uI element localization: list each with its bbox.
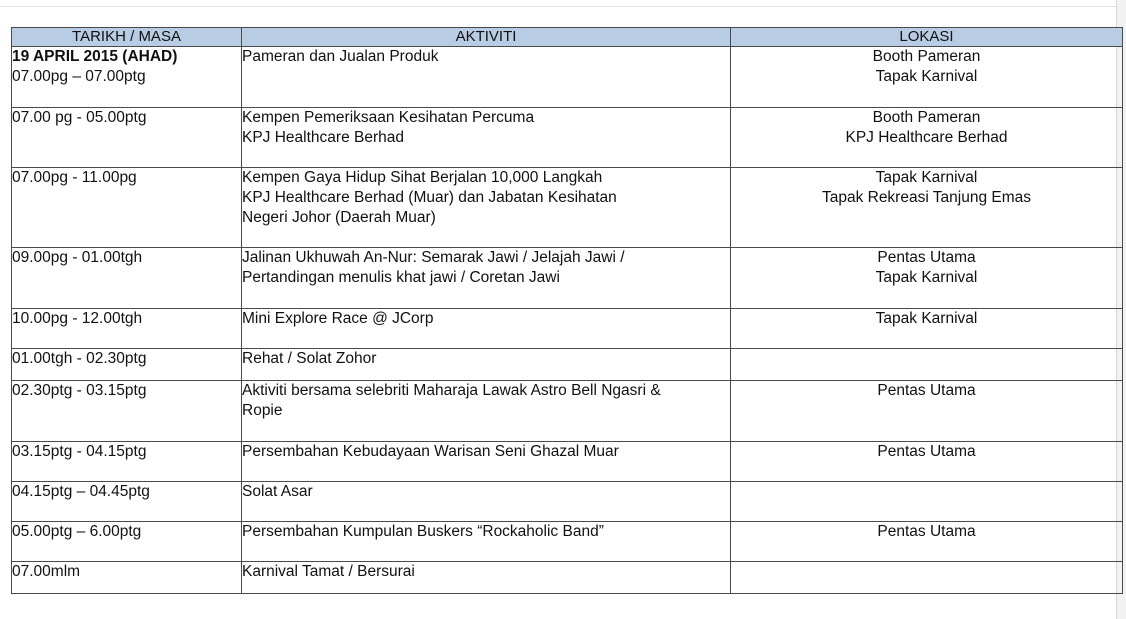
activity-line: Mini Explore Race @ JCorp — [242, 310, 434, 327]
location-cell — [731, 522, 1123, 562]
location-cell — [731, 442, 1123, 482]
location-line: Tapak Rekreasi Tanjung Emas — [821, 189, 1032, 206]
location-cell — [731, 482, 1123, 522]
table-row — [12, 248, 1123, 309]
activity-line: KPJ Healthcare Berhad — [242, 129, 404, 146]
table-row — [12, 442, 1123, 482]
time-cell — [12, 108, 242, 168]
activity-line: Kempen Gaya Hidup Sihat Berjalan 10,000 Langkah — [242, 169, 603, 186]
table-row — [12, 562, 1123, 594]
time-range: 09.00pg - 01.00tgh — [12, 249, 143, 266]
time-range: 01.00tgh - 02.30ptg — [12, 350, 147, 367]
location-cell — [731, 248, 1123, 309]
location-line: Tapak Karnival — [875, 169, 978, 186]
time-cell — [12, 482, 242, 522]
activity-line: KPJ Healthcare Berhad (Muar) dan Jabatan Kesihatan — [242, 189, 617, 206]
location-line: Tapak Karnival — [875, 269, 978, 286]
event-date: 19 APRIL 2015 (AHAD) — [12, 48, 178, 65]
table-row — [12, 522, 1123, 562]
location-cell — [731, 47, 1123, 108]
time-cell — [12, 381, 242, 442]
time-cell — [12, 442, 242, 482]
time-range: 07.00mlm — [12, 563, 81, 580]
header-activity: AKTIVITI — [242, 28, 731, 47]
location-cell — [731, 562, 1123, 594]
time-cell — [12, 562, 242, 594]
activity-cell — [242, 442, 731, 482]
activity-line: Pertandingan menulis khat jawi / Coretan Jawi — [242, 269, 560, 286]
activity-cell — [242, 168, 731, 248]
table-row — [12, 47, 1123, 108]
location-cell — [731, 349, 1123, 381]
time-range: 03.15ptg - 04.15ptg — [12, 443, 147, 460]
activity-line: Negeri Johor (Daerah Muar) — [242, 209, 436, 226]
activity-line: Jalinan Ukhuwah An-Nur: Semarak Jawi / Jelajah Jawi / — [242, 249, 625, 266]
schedule-table — [11, 27, 1123, 594]
header-row — [12, 28, 1123, 47]
time-cell — [12, 248, 242, 309]
activity-cell — [242, 47, 731, 108]
time-range: 04.15ptg – 04.45ptg — [12, 483, 150, 500]
activity-cell — [242, 248, 731, 309]
location-line: Booth Pameran — [872, 109, 981, 126]
activity-cell — [242, 522, 731, 562]
activity-cell — [242, 349, 731, 381]
time-range: 05.00ptg – 6.00ptg — [12, 523, 142, 540]
table-row — [12, 309, 1123, 349]
table-row — [12, 168, 1123, 248]
location-line: Pentas Utama — [877, 443, 976, 460]
time-range: 02.30ptg - 03.15ptg — [12, 382, 147, 399]
top-divider — [0, 6, 1116, 7]
time-range: 07.00pg – 07.00ptg — [12, 68, 146, 85]
activity-line: Rehat / Solat Zohor — [242, 350, 377, 367]
activity-cell — [242, 309, 731, 349]
activity-line: Karnival Tamat / Bersurai — [242, 563, 415, 580]
activity-cell — [242, 381, 731, 442]
activity-cell — [242, 482, 731, 522]
time-cell — [12, 47, 242, 108]
location-line: Tapak Karnival — [875, 310, 978, 327]
activity-line: Kempen Pemeriksaan Kesihatan Percuma — [242, 109, 535, 126]
activity-cell — [242, 562, 731, 594]
location-line: KPJ Healthcare Berhad — [845, 129, 1008, 146]
location-line: Tapak Karnival — [875, 68, 978, 85]
activity-line: Aktiviti bersama selebriti Maharaja Lawak Astro Bell Ngasri & — [242, 382, 661, 399]
table-row — [12, 381, 1123, 442]
activity-line: Ropie — [242, 402, 283, 419]
table-row — [12, 482, 1123, 522]
location-line: Booth Pameran — [872, 48, 981, 65]
activity-line: Solat Asar — [242, 483, 313, 500]
time-cell — [12, 522, 242, 562]
time-range: 10.00pg - 12.00tgh — [12, 310, 143, 327]
location-cell — [731, 381, 1123, 442]
time-range: 07.00pg - 11.00pg — [12, 169, 137, 186]
time-cell — [12, 349, 242, 381]
activity-cell — [242, 108, 731, 168]
time-range: 07.00 pg - 05.00ptg — [12, 109, 147, 126]
activity-line: Persembahan Kebudayaan Warisan Seni Ghazal Muar — [242, 443, 619, 460]
location-cell — [731, 309, 1123, 349]
activity-line: Persembahan Kumpulan Buskers “Rockaholic Band” — [242, 523, 604, 540]
time-cell — [12, 168, 242, 248]
location-line: Pentas Utama — [877, 382, 976, 399]
table-row — [12, 108, 1123, 168]
location-cell — [731, 108, 1123, 168]
table-row — [12, 349, 1123, 381]
location-line: Pentas Utama — [877, 523, 976, 540]
time-cell — [12, 309, 242, 349]
location-cell — [731, 168, 1123, 248]
header-time: TARIKH / MASA — [12, 28, 242, 47]
location-line: Pentas Utama — [877, 249, 976, 266]
activity-line: Pameran dan Jualan Produk — [242, 48, 439, 65]
header-location: LOKASI — [731, 28, 1123, 47]
